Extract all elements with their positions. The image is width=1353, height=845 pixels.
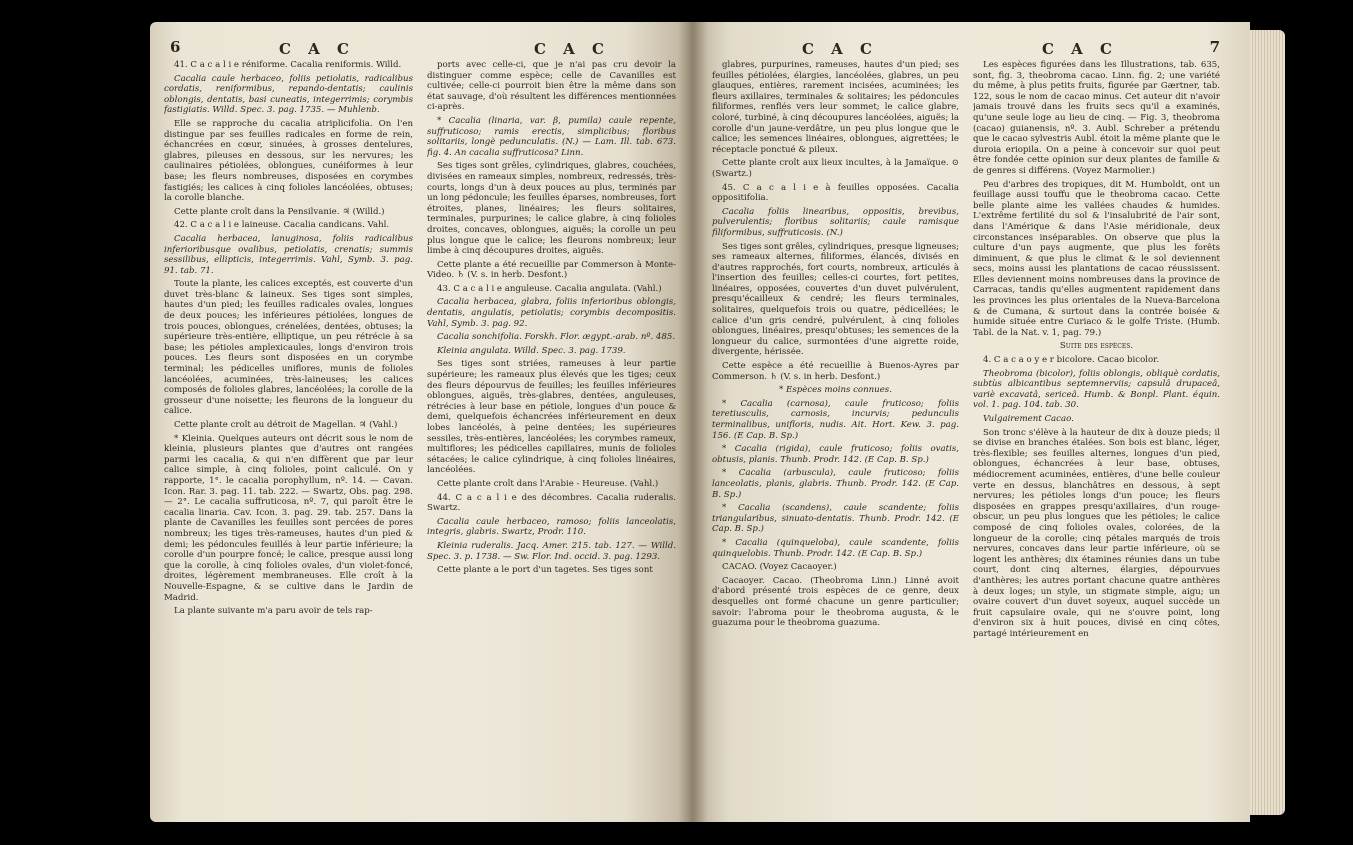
right-page-number: 7: [1209, 38, 1220, 56]
right-running-head-2: C A C: [1042, 40, 1118, 58]
paragraph: 45. C a c a l i e à feuilles opposées. Cacalia oppositifolia.: [712, 182, 959, 204]
paragraph: 4. C a c a o y e r bicolore. Cacao bicolor.: [983, 355, 1160, 366]
left-page-number: 6: [170, 38, 181, 56]
paragraph: 41. C a c a l i e réniforme. Cacalia reniformis. Willd.: [174, 60, 402, 70]
left-column-1: [164, 60, 413, 620]
paragraph: Cacalia herbacea, glabra, foliis inferioribus oblongis, dentatis, angulatis, petiolatis; corymbis decompositis. Vahl, Symb. 3. pag. 92.: [427, 297, 676, 329]
page-edges: [1250, 30, 1285, 815]
left-column-2: [427, 60, 676, 620]
open-book: [150, 22, 1285, 822]
left-page-header: [164, 32, 676, 60]
book-gutter: [678, 22, 708, 822]
paragraph: * Cacalia (quinqueloba), caule scandente, foliis quinquelobis. Thunb. Prodr. 142. (E Cap. B. Sp.): [712, 537, 959, 559]
paragraph: Ses tiges sont grêles, cylindriques, presque ligneuses; ses rameaux alternes, filiformes, élancés, divisés en d'autres rapprochés, fort courts, nombreux, articulés à l'insertion des feuilles; celles-ci courtes, fort petites, linéaires, opposées, couvertes d'un duvet pulvérulent, presqu'écailleux & cendré; les fleurs terminales, solitaires, quelquefois trois ou quatre, pédicellées; le calice d'un gris cendré, pulvérulent, à cinq folioles oblongues, linéaires, presqu'obtuses; les semences de la longueur du calice, surmontées d'une aigrette roide, divergente, hérissée.: [712, 241, 959, 358]
paragraph: * Cacalia (linaria, var. β, pumila) caule repente, suffruticoso; ramis erectis, simplicibus; floribus solitariis, longè pedunculatis. (N.) — Lam. Ill. tab. 673. fig. 4. An cacalia suffruticosa? Linn.: [427, 115, 676, 158]
section-heading: Suite des espèces.: [1059, 341, 1134, 352]
paragraph: La plante suivante m'a paru avoir de tels rap-: [174, 606, 373, 617]
paragraph: * Cacalia (scandens), caule scandente; foliis triangularibus, sinuato-dentatis. Thunb. Prodr. 142. (E Cap. B. Sp.): [712, 503, 959, 535]
paragraph: 42. C a c a l i e laineuse. Cacalia candicans. Vahl.: [174, 220, 390, 231]
paragraph: Son tronc s'élève à la hauteur de dix à douze pieds; il se divise en branches étalées. Son bois est blanc, léger, très-flexible; ses feuilles alternes, longues d'un pied, oblongues, échancrées à leur base, obtuses, médiocrement acuminées, entières, d'une belle couleur verte en dessus, blanchâtres en dessous, à sept nervures; les pétioles longs d'un pouce; les fleurs disposées en grappes presqu'axillaires, d'un rouge-obscur, un peu plus longues que les pétioles; le calice composé de cinq folioles ovales, colorées, de la longueur de la corolle; cinq pétales marqués de trois nervures, concaves dans leur partie inférieure, où se logent les anthères; dix étamines réunies dans un tube court, dont cinq alternes, élargies, dépourvues d'anthères; les autres portant chacune quatre anthères à deux loges; un style, un stigmate simple, aigu; un ovaire couvert d'un duvet soyeux, auquel succède un fruit capsulaire ovale, qui ne s'ouvre point, long d'environ six à huit pouces, divisé en cinq côtes, partagé intérieurement en: [973, 427, 1220, 639]
left-page-text: [164, 60, 676, 620]
paragraph: ports avec celle-ci, que je n'ai pas cru devoir la distinguer comme espèce; celle de Cavanilles est cultivée; celle-ci pourroit bien être la même dans son état sauvage, d'où résultent les différences mentionnées ci-après.: [427, 60, 676, 113]
paragraph: Cacalia caule herbaceo, foliis petiolatis, radicalibus cordatis, reniformibus, repando-dentatis; caulinis oblongis, dentatis, basi cuneatis, integerrimis; corymbis fastigiatis. Willd. Spec. 3. pag. 1735. — Muhlenb.: [164, 73, 413, 116]
paragraph: Cacalia caule herbaceo, ramoso; foliis lanceolatis, integris, glabris. Swartz, Prodr. 110.: [427, 516, 676, 538]
paragraph: Cette plante croît dans l'Arabie - Heureuse. (Vahl.): [437, 478, 659, 489]
right-page: [690, 22, 1250, 822]
paragraph: 44. C a c a l i e des décombres. Cacalia ruderalis. Swartz.: [427, 492, 676, 514]
paragraph: Ses tiges sont striées, rameuses à leur partie supérieure; les rameaux plus élevés que les tiges; ceux des fleurs dépourvus de feuilles; les feuilles inférieures oblongues, aiguës, très-glabres, dentées, anguleuses, rétrécies à leur base en pétiole, longues d'un pouce & demi, quelquefois échancrées inférieurement en deux lobes lancéolés, à peine dentées; les supérieures sessiles, très-entières, lancéolées; les corymbes rameux, multiflores; les pédicelles capillaires, munis de folioles sétacées; le calice cylindrique, à cinq folioles linéaires, lancéolées.: [427, 359, 676, 476]
right-column-1: [712, 60, 959, 642]
paragraph: Cette plante croît au détroit de Magellan. ♃ (Vahl.): [174, 420, 398, 430]
paragraph: Cette plante a le port d'un tagetes. Ses tiges sont: [437, 565, 653, 576]
paragraph: 43. C a c a l i e anguleuse. Cacalia angulata. (Vahl.): [437, 283, 662, 294]
paragraph: Les espèces figurées dans les Illustrations, tab. 635, sont, fig. 3, theobroma cacao. Linn. fig. 2; une variété du même, à plus petits fruits, figurée par Gærtner, tab. 122, sous le nom de cacao minus. Cet auteur dit n'avoir jamais trouvé dans les fruits secs qu'il a examinés, qu'une seule loge au lieu de cinq. — Fig. 3, theobroma (cacao) guianensis, nº. 3. Aubl. Schreber a prétendu que le cacao sylvestris Aubl. étoit la même plante que le duroia eriopila. On a peine à concevoir sur quoi peut être fondée cette opinion sur deux plantes de famille & de genres si différens. (Voyez Marmolier.): [973, 60, 1220, 176]
left-running-head-2: C A C: [534, 40, 610, 58]
right-page-text: [712, 60, 1220, 642]
paragraph: Peu d'arbres des tropiques, dit M. Humboldt, ont un feuillage aussi touffu que le theobroma cacao. Cette belle plante aime les vallées chaudes & humides. L'extrême fertilité du sol & l'insalubrité de l'air sont, dans l'Amérique & dans l'Asie méridionale, deux circonstances inséparables. On observe que plus la culture d'un pays augmente, que plus les forêts diminuent, & que plus le climat & le sol deviennent secs, moins aussi les plantations de cacao réussissent. Elles deviennent moins nombreuses dans la province de Carracas, tandis qu'elles augmentent rapidement dans les provinces les plus orientales de la Nueva-Barcelona & de Cumana, & surtout dans la contrée boisée & humide située entre Curiaco & le golfe Triste. (Humb. Tabl. de la Nat. v. 1, pag. 79.): [973, 179, 1220, 338]
left-page: [150, 22, 690, 822]
paragraph: * Cacalia (arbuscula), caule fruticoso; foliis lanceolatis, planis, glabris. Thunb. Prodr. 142. (E Cap. B. Sp.): [712, 468, 959, 500]
paragraph: Ses tiges sont grêles, cylindriques, glabres, couchées, divisées en rameaux simples, nombreux, redressés, très-courts, longs d'un à deux pouces au plus, terminés par un long pédoncule; les feuilles éparses, nombreuses, fort étroites, planes, linéaires; les fleurs solitaires, terminales, purpurines; le calice glabre, à cinq folioles droites, concaves, oblongues, aiguës; la corolle un peu plus longue que le calice; les fleurons nombreux; leur limbe à cinq découpures droites, aiguës.: [427, 161, 676, 257]
paragraph: Cacalia herbacea, lanuginosa, foliis radicalibus inferioribusque ovalibus, petiolatis, crenatis; summis sessilibus, ellipticis, integerrimis. Vahl, Symb. 3. pag. 91. tab. 71.: [164, 233, 413, 276]
paragraph: Cette plante croît dans la Pensilvanie. ♃ (Willd.): [174, 206, 385, 217]
right-running-head-1: C A C: [802, 40, 878, 58]
paragraph: Cette espèce a été recueillie à Buenos-Ayres par Commerson. ♄ (V. s. in herb. Desfont.): [712, 361, 959, 382]
paragraph: glabres, purpurines, rameuses, hautes d'un pied; ses feuilles pétiolées, élargies, lancéolées, glabres, un peu glauques, entières, rarement incisées, acuminées; les fleurs axillaires, terminales & solitaires; les pédoncules filiformes, renflés vers leur sommet; le calice glabre, coloré, turbiné, à cinq découpures lancéolées, aiguës; la corolle d'un jaune-verdâtre, un peu plus longue que le calice; les semences linéaires, oblongues, aigrettées; le réceptacle ponctué & pileux.: [712, 60, 959, 155]
paragraph: * Cacalia (carnosa), caule fruticoso; foliis teretiusculis, carnosis, incurvis; pedunculis terminalibus, unifloris, nudis. Ait. Hort. Kew. 3. pag. 156. (E Cap. B. Sp.): [712, 398, 959, 441]
right-column-2: [973, 60, 1220, 642]
paragraph: Cette plante a été recueillie par Commerson à Monte-Video. ♄ (V. s. in herb. Desfont.): [427, 259, 676, 281]
paragraph: Cacalia foliis linearibus, oppositis, brevibus, pulverulentis; floribus solitariis; caule ramisque filiformibus, suffruticosis. (N.): [712, 206, 959, 238]
paragraph: Cacaoyer. Cacao. (Theobroma Linn.) Linné avoit d'abord présenté trois espèces de ce genre, deux desquelles ont formé chacune un genre particulier; savoir: l'abroma pour le theobroma augusta, & le guazuma pour le theobroma guazuma.: [712, 575, 959, 629]
paragraph: Toute la plante, les calices exceptés, est couverte d'un duvet très-blanc & laineux. Ses tiges sont simples, hautes d'un pied; les feuilles radicales ovales, longues de deux pouces; les inférieures pétiolées, longues de trois pouces, oblongues, crénelées, dentées, obtuses; la supérieure très-entière, elliptique, un peu rétrécie à sa base; les pétioles amplexicaules, longs d'environ trois pouces. Les fleurs sont disposées en un corymbe terminal; les pédicelles uniflores, munis de folioles lancéolées, acuminées, très-laineuses; les calices composés de folioles glabres, lancéolées; la corolle de la grosseur d'une noisette; les fleurons de la longueur du calice.: [164, 279, 413, 417]
paragraph: CACAO. (Voyez Cacaoyer.): [722, 562, 837, 573]
paragraph: Kleinia ruderalis. Jacq. Amer. 215. tab. 127. — Willd. Spec. 3. p. 1738. — Sw. Flor. Ind. occid. 3. pag. 1293.: [427, 540, 676, 562]
paragraph: Cacalia sonchifolia. Forskh. Flor. ægypt.-arab. nº. 485.: [437, 332, 676, 343]
section-heading: * Espèces moins connues.: [779, 385, 892, 396]
paragraph: Kleinia angulata. Willd. Spec. 3. pag. 1739.: [437, 345, 626, 356]
paragraph: Cette plante croît aux lieux incultes, à la Jamaïque. ⊙ (Swartz.): [712, 158, 959, 179]
paragraph: Elle se rapproche du cacalia atriplicifolia. On l'en distingue par ses feuilles radicales en forme de rein, échancrées en cœur, sinuées, à grosses dentelures, glabres, pileuses en dessous, sur les nervures; les caulinaires pétiolées, oblongues, cunéiformes à leur base; les fleurs nombreuses, disposées en corymbes fastigiés; les calices à cinq folioles lancéolées, obtuses; la corolle blanche.: [164, 118, 413, 204]
paragraph: Theobroma (bicolor), foliis oblongis, obliquè cordatis, subtùs albicantibus septemnerviis; capsulâ drupaceâ, variè excavatâ, sericeâ. Humb. & Bonpl. Plant. équin. vol. 1. pag. 104. tab. 30.: [973, 368, 1220, 411]
left-running-head-1: C A C: [279, 40, 355, 58]
paragraph: * Cacalia (rigida), caule fruticoso; foliis ovatis, obtusis, planis. Thunb. Prodr. 142. (E Cap. B. Sp.): [712, 444, 959, 465]
paragraph: * Kleinia. Quelques auteurs ont décrit sous le nom de kleinia, plusieurs plantes que d'autres ont rangées parmi les cacalia, & qui n'en diffèrent que par leur calice simple, à cinq folioles, point caliculé. On y rapporte, 1°. le cacalia porophyllum, nº. 14. — Cavan. Icon. Rar. 3. pag. 11. tab. 222. — Swartz, Obs. pag. 298. — 2°. Le cacalia suffruticosa, nº. 7, qui paroît être le cacalia linaria. Cav. Icon. 3. pag. 29. tab. 257. Dans la plante de Cavanilles les feuilles sont percées de pores nombreux; les tiges très-rameuses, hautes d'un pied & demi; les pédoncules feuillés à leur partie inférieure; la corolle d'un pourpre foncé; le calice, presque aussi long que la corolle, à cinq folioles ovales, d'un violet-foncé, droites, légèrement membraneuses. Elle croît à la Nouvelle-Espagne, & se cultive dans le Jardin de Madrid.: [164, 433, 413, 603]
paragraph: Vulgairement Cacao.: [983, 414, 1074, 424]
right-page-header: [712, 32, 1220, 60]
